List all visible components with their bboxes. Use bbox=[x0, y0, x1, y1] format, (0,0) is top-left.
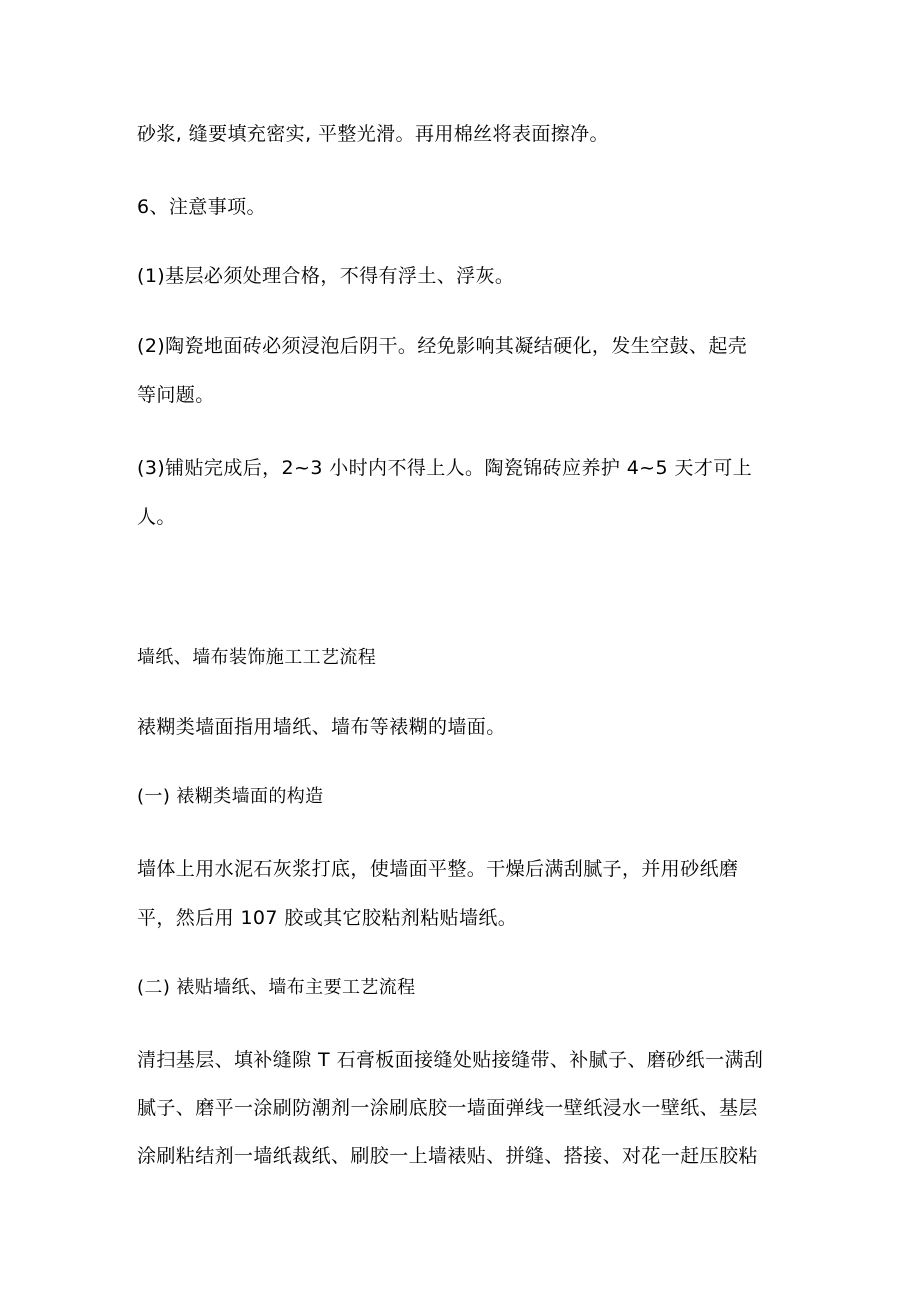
subsection-title-2: (二) 裱贴墙纸、墙布主要工艺流程 bbox=[137, 977, 416, 998]
text-line-11: 墙体上用水泥石灰浆打底，使墙面平整。干燥后满刮腻子，并用砂纸磨 bbox=[137, 858, 739, 880]
text-line-1: 砂浆, 缝要填充密实, 平整光滑。再用棉丝将表面擦净。 bbox=[137, 123, 609, 145]
text-line-14: 清扫基层、填补缝隙 T 石膏板面接缝处贴接缝带、补腻子、磨砂纸一满刮 bbox=[137, 1049, 764, 1071]
text-line-9: 裱糊类墙面指用墙纸、墙布等裱糊的墙面。 bbox=[137, 716, 506, 738]
subsection-title-1: (一) 裱糊类墙面的构造 bbox=[137, 786, 324, 807]
text-line-3: (1)基层必须处理合格，不得有浮土、浮灰。 bbox=[137, 265, 515, 287]
section-title: 墙纸、墙布装饰施工工艺流程 bbox=[137, 647, 377, 668]
text-line-4: (2)陶瓷地面砖必须浸泡后阴干。经免影响其凝结硬化，发生空鼓、起壳 bbox=[137, 335, 748, 357]
text-line-16: 涂刷粘结剂一墙纸裁纸、刷胶一上墙裱贴、拼缝、搭接、对花一赶压胶粘 bbox=[137, 1145, 758, 1167]
text-line-6: (3)铺贴完成后，2~3 小时内不得上人。陶瓷锦砖应养护 4~5 天才可上 bbox=[137, 457, 753, 479]
text-line-7: 人。 bbox=[137, 506, 176, 528]
text-line-15: 腻子、磨平一涂刷防潮剂一涂刷底胶一墙面弹线一壁纸浸水一壁纸、基层 bbox=[137, 1097, 758, 1119]
text-line-12: 平，然后用 107 胶或其它胶粘剂粘贴墙纸。 bbox=[137, 907, 518, 929]
text-line-2: 6、注意事项。 bbox=[137, 196, 266, 218]
text-line-5: 等问题。 bbox=[137, 384, 215, 406]
